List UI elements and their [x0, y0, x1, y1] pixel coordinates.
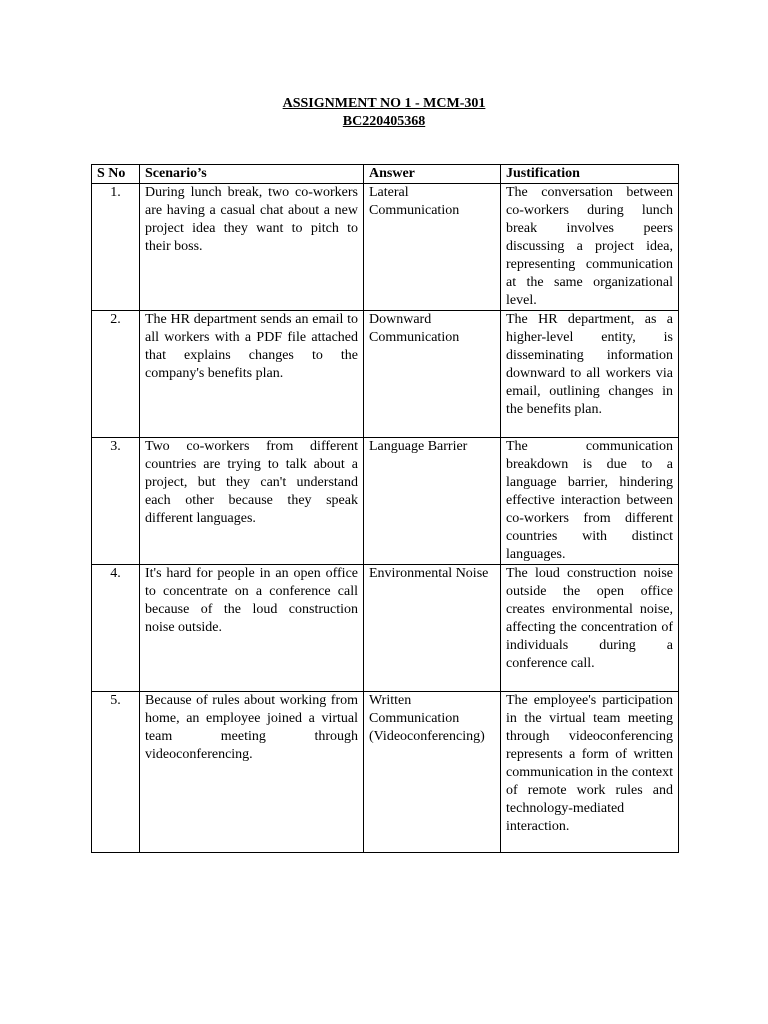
row-number: 2.: [92, 311, 140, 438]
justification-cell: The communication breakdown is due to a language barrier, hindering effective interaction between co-workers from different countries with distinct languages.: [501, 438, 679, 565]
table-row: [92, 438, 679, 565]
table-row: [92, 565, 679, 692]
column-header-justification: Justification: [501, 165, 679, 184]
justification-cell: The HR department, as a higher-level entity, is disseminating information downward to all workers via email, outlining changes in the benefits plan.: [501, 311, 679, 438]
column-header-answer: Answer: [364, 165, 501, 184]
row-number: 4.: [92, 565, 140, 692]
row-number: 1.: [92, 184, 140, 311]
scenario-cell: Because of rules about working from home, an employee joined a virtual team meeting through videoconferencing.: [140, 692, 364, 853]
answer-cell: Written Communication (Videoconferencing): [364, 692, 501, 853]
scenario-cell: During lunch break, two co-workers are having a casual chat about a new project idea they want to pitch to their boss.: [140, 184, 364, 311]
scenario-cell: It's hard for people in an open office to concentrate on a conference call because of the loud construction noise outside.: [140, 565, 364, 692]
row-number: 3.: [92, 438, 140, 565]
scenario-cell: The HR department sends an email to all workers with a PDF file attached that explains changes to the company's benefits plan.: [140, 311, 364, 438]
table-row: [92, 692, 679, 853]
table-row: [92, 311, 679, 438]
column-header-sno: S No: [92, 165, 140, 184]
answer-cell: Language Barrier: [364, 438, 501, 565]
column-header-scenario: Scenario’s: [140, 165, 364, 184]
justification-cell: The conversation between co-workers during lunch break involves peers discussing a project idea, representing communication at the same organizational level.: [501, 184, 679, 311]
row-number: 5.: [92, 692, 140, 853]
justification-cell: The loud construction noise outside the open office creates environmental noise, affecting the concentration of individuals during a conference call.: [501, 565, 679, 692]
answer-cell: Downward Communication: [364, 311, 501, 438]
table-row: [92, 184, 679, 311]
table-header-row: [92, 165, 679, 184]
assignment-title: ASSIGNMENT NO 1 - MCM-301: [282, 96, 486, 111]
scenario-table: [91, 164, 679, 853]
answer-cell: Environmental Noise: [364, 565, 501, 692]
answer-cell: Lateral Communication: [364, 184, 501, 311]
student-id: BC220405368: [342, 114, 426, 129]
scenario-cell: Two co-workers from different countries are trying to talk about a project, but they can't understand each other because they speak different languages.: [140, 438, 364, 565]
justification-cell: The employee's participation in the virtual team meeting through videoconferencing represents a form of written communication in the context of remote work rules and technology-mediated interaction.: [501, 692, 679, 853]
